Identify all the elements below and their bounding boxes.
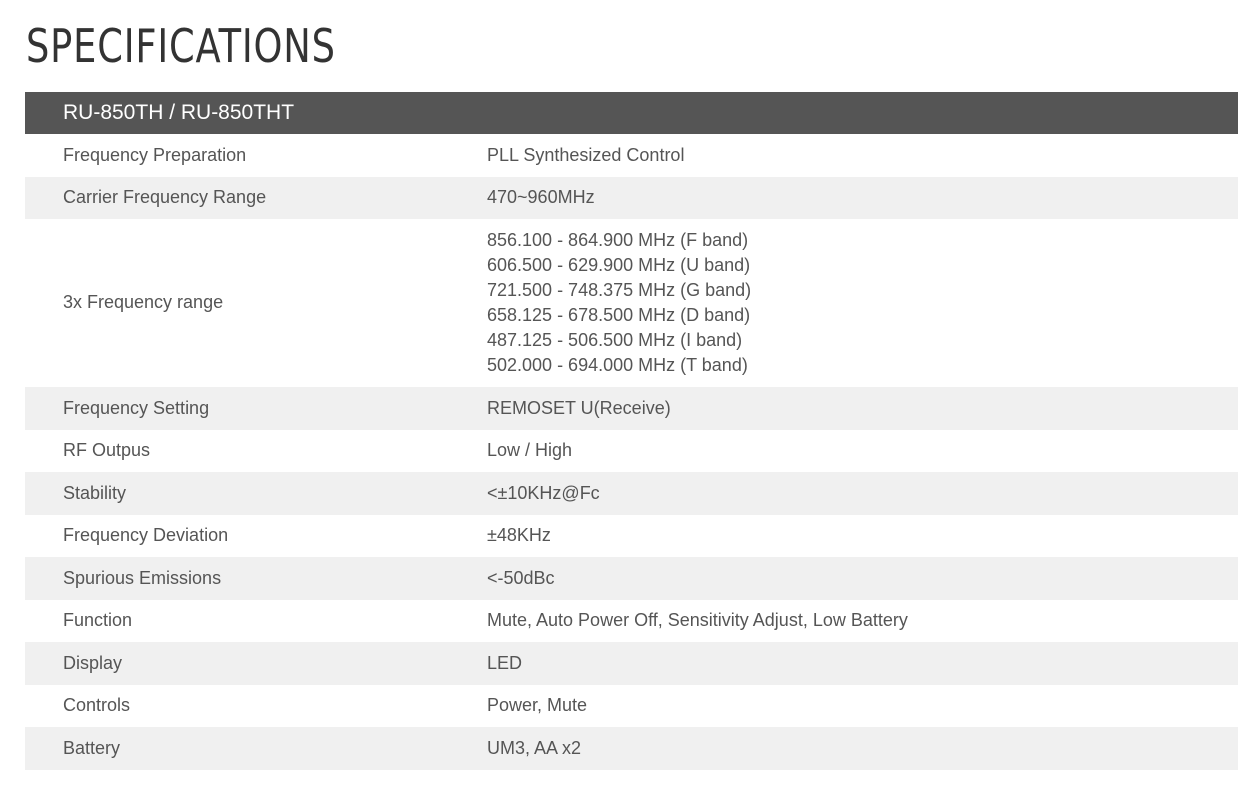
row-label: Frequency Preparation — [63, 144, 247, 165]
band-range-line: 502.000 - 694.000 MHz (T band) — [487, 354, 748, 375]
row-label: Frequency Setting — [63, 397, 210, 418]
table-row — [25, 472, 1238, 515]
row-value: UM3, AA x2 — [487, 737, 582, 758]
row-label: Frequency Deviation — [63, 525, 229, 546]
row-value: 470~960MHz — [487, 187, 595, 208]
row-value: Low / High — [487, 440, 573, 461]
band-range-line: 658.125 - 678.500 MHz (D band) — [487, 304, 751, 325]
table-row — [25, 557, 1238, 600]
row-label: Battery — [63, 737, 121, 758]
row-value: Mute, Auto Power Off, Sensitivity Adjust, Low Battery — [487, 610, 908, 631]
table-row — [25, 515, 1238, 558]
row-value-list — [487, 228, 1238, 378]
row-value: PLL Synthesized Control — [487, 144, 685, 165]
row-label: Function — [63, 610, 133, 631]
table-row — [25, 219, 1238, 387]
table-row — [25, 134, 1238, 177]
table-row — [25, 177, 1238, 220]
row-label: Display — [63, 652, 123, 673]
row-value: REMOSET U(Receive) — [487, 397, 671, 418]
row-value: ±48KHz — [487, 525, 551, 546]
table-row — [25, 727, 1238, 770]
band-range-line: 606.500 - 629.900 MHz (U band) — [487, 254, 751, 275]
row-value: Power, Mute — [487, 695, 588, 716]
band-range-line: 856.100 - 864.900 MHz (F band) — [487, 229, 749, 250]
table-row — [25, 430, 1238, 473]
table-row — [25, 642, 1238, 685]
band-range-line: 487.125 - 506.500 MHz (I band) — [487, 329, 743, 350]
row-label: 3x Frequency range — [63, 292, 224, 312]
table-row — [25, 685, 1238, 728]
page-title: SPECIFICATIONS — [26, 19, 336, 73]
row-value: LED — [487, 652, 523, 673]
row-value: <±10KHz@Fc — [487, 482, 600, 503]
table-row — [25, 600, 1238, 643]
band-range-line: 721.500 - 748.375 MHz (G band) — [487, 279, 752, 300]
row-value: <-50dBc — [487, 567, 555, 588]
row-label: RF Outpus — [63, 440, 151, 461]
row-label: Controls — [63, 695, 131, 716]
row-label: Spurious Emissions — [63, 567, 222, 588]
row-label: Stability — [63, 482, 127, 503]
table-row — [25, 387, 1238, 430]
specifications-table — [25, 92, 1238, 770]
row-label: Carrier Frequency Range — [63, 187, 267, 208]
table-header-model: RU-850TH / RU-850THT — [25, 92, 1238, 134]
